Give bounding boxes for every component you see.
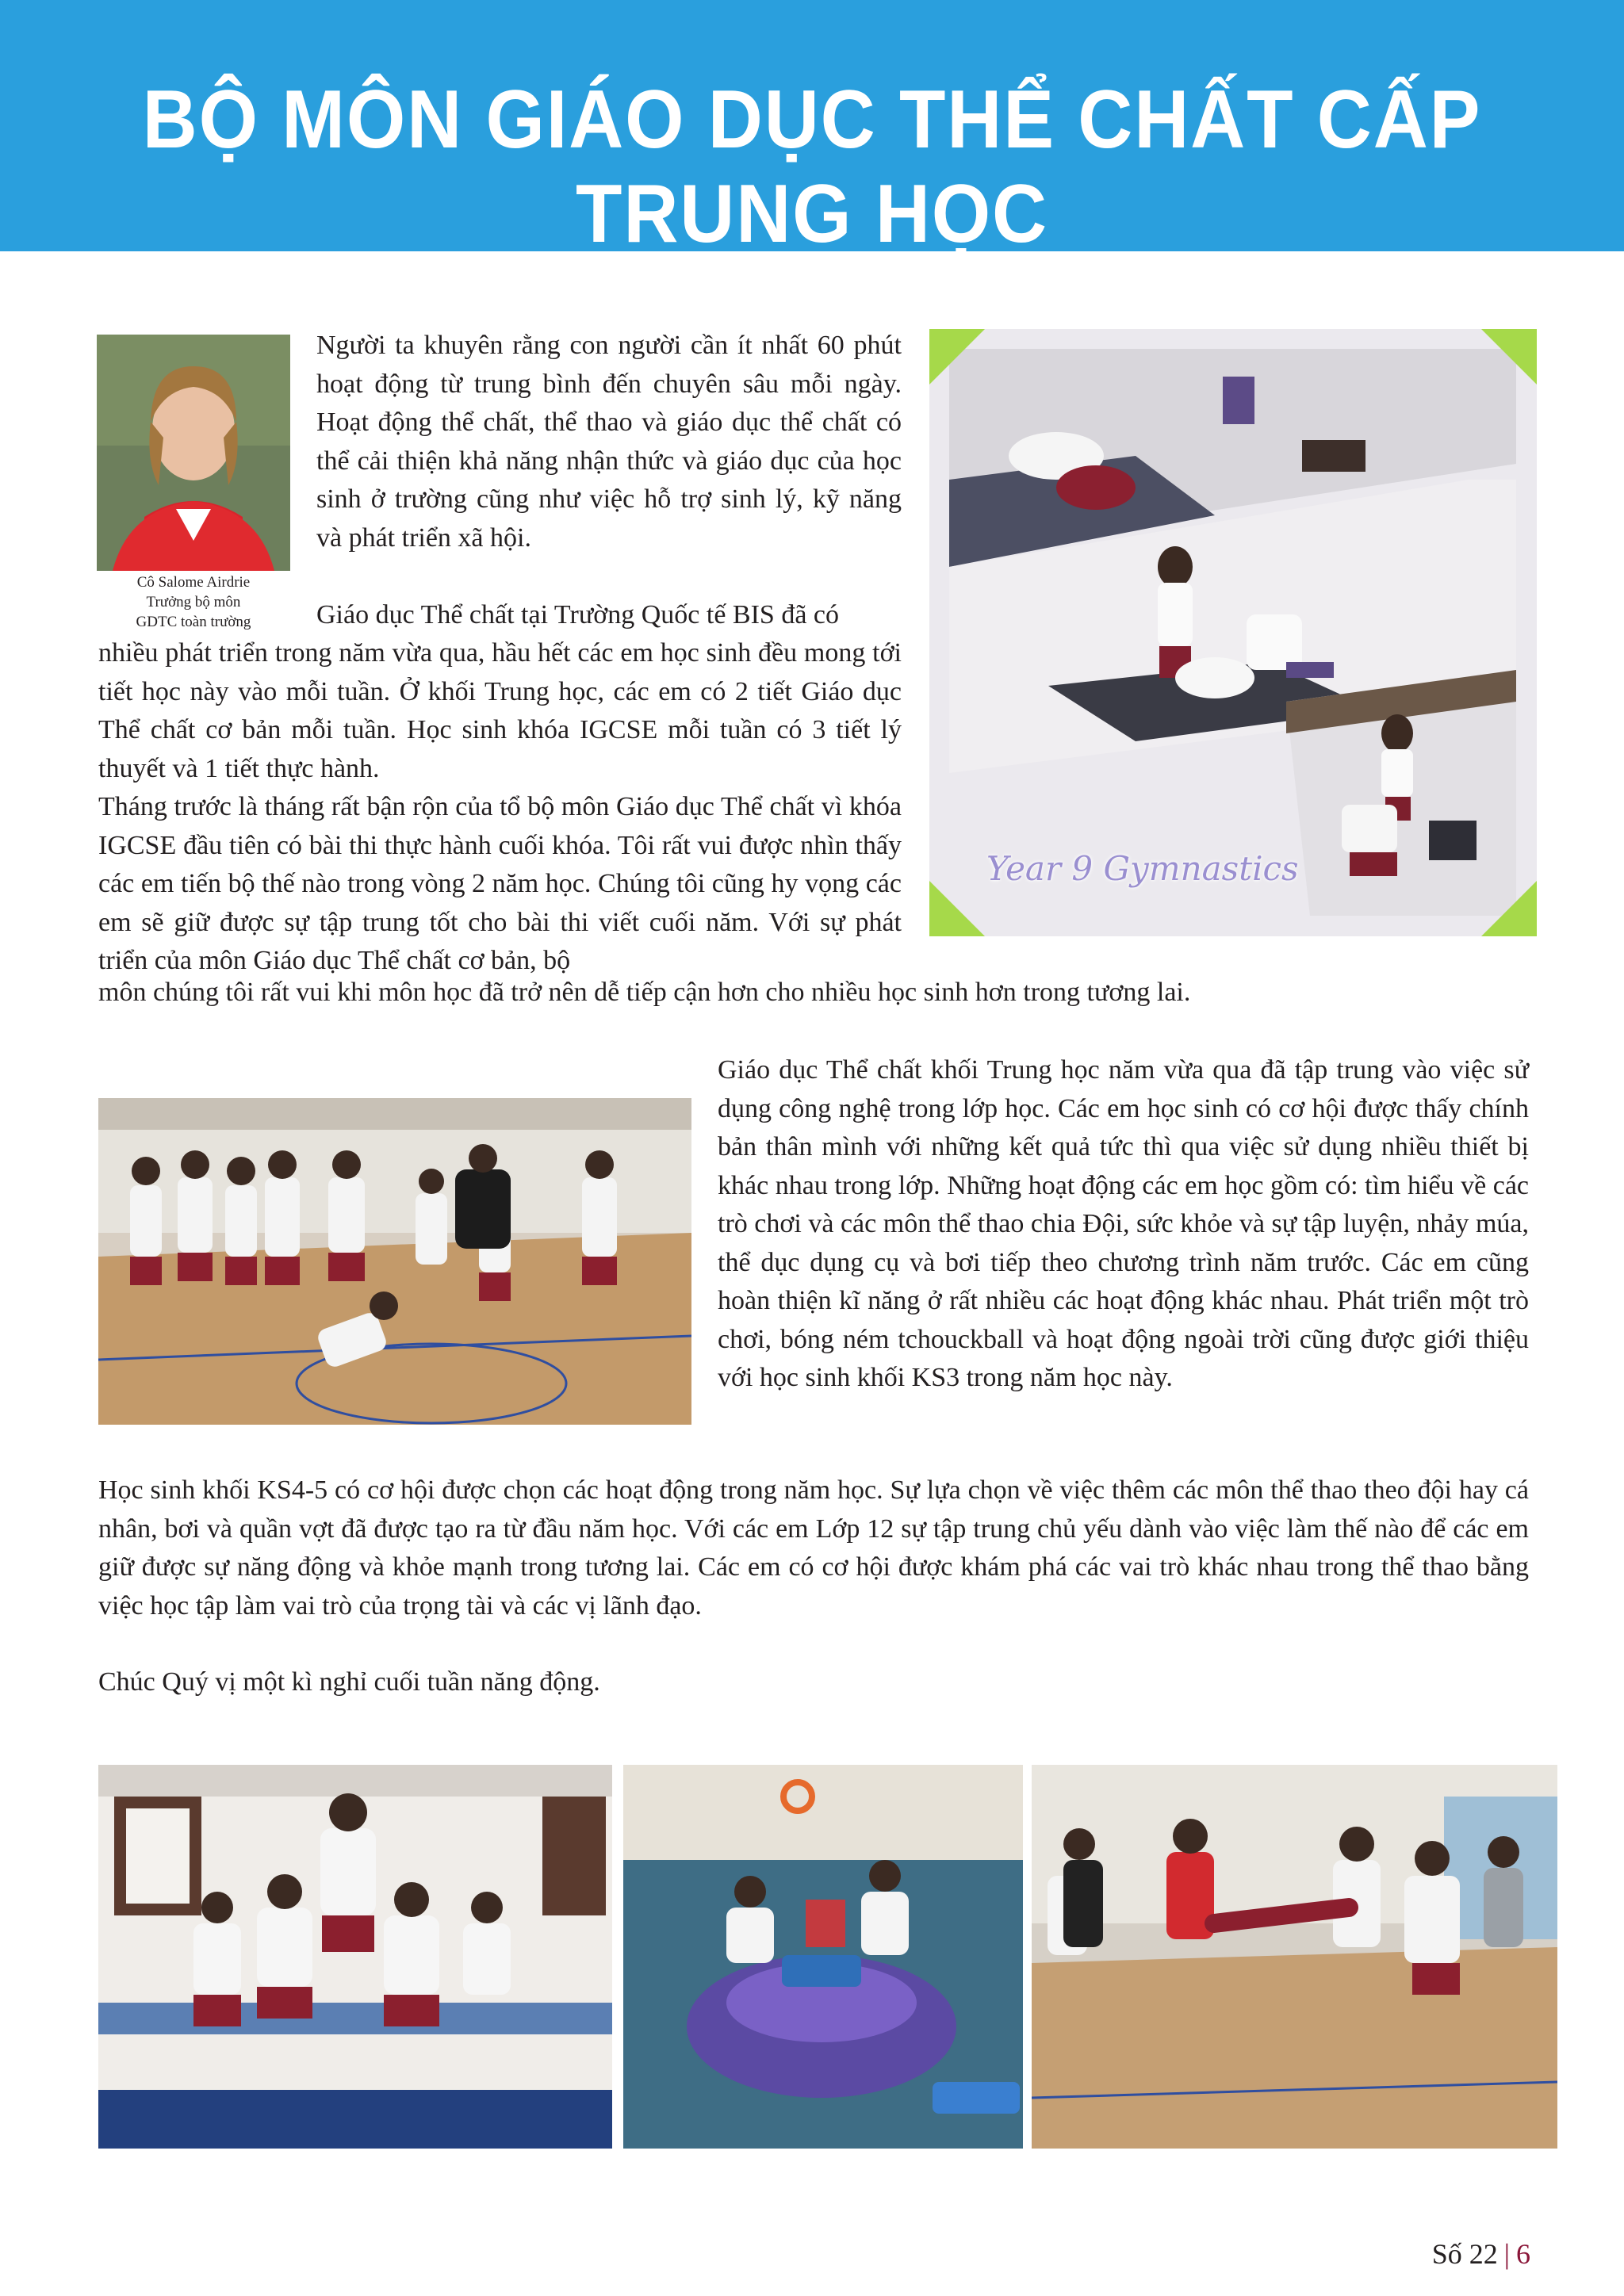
- gymnastics-collage: [929, 329, 1537, 936]
- caption-scope: GDTC toàn trường: [136, 614, 251, 630]
- page-title: BỘ MÔN GIÁO DỤC THỂ CHẤT CẤP TRUNG HỌC: [142, 74, 1482, 260]
- paragraph-2-first-line: Giáo dục Thể chất tại Trường Quốc tế BIS đã có: [316, 600, 839, 629]
- ks45-paragraph: [98, 1471, 1529, 1625]
- footer-separator: |: [1503, 2238, 1510, 2270]
- paragraph-2-start: [316, 596, 902, 635]
- caption-name: Cô Salome Airdrie: [136, 574, 251, 591]
- caption-role: Trưởng bộ môn: [146, 594, 241, 610]
- issue-number: Số 22: [1431, 2238, 1498, 2270]
- paragraph-3: Tháng trước là tháng rất bận rộn của tổ bộ môn Giáo dục Thể chất vì khóa IGCSE đầu tiên có bài thi thực hành cuối khóa. Tôi rất vui được nhìn thấy các em tiến bộ thế nào trong vòng 2 năm học. Chúng tôi cũng hy vọng các em sẽ giữ được sự tập trung tốt cho bài thi viết cuối năm. Với sự phát triển của môn Giáo dục Thể chất cơ bản, bộ: [98, 792, 902, 975]
- page-number: 6: [1516, 2238, 1530, 2270]
- portrait-caption: [97, 572, 290, 632]
- technology-paragraph: [718, 1051, 1529, 1398]
- paragraph-5: Học sinh khối KS4-5 có cơ hội được chọn các hoạt động trong năm học. Sự lựa chọn về việc thêm các môn thể thao theo đội hay cá nhân, bơi và quần vợt đã được tạo ra từ đầu năm học. Với các em Lớp 12 sự tập trung chủ yếu dành vào việc làm thế nào để các em giữ được sự năng động và khỏe mạnh trong tương lai. Các em có cơ hội được khám phá các vai trò khác nhau trong thể thao bằng việc học tập làm vai trò của trọng tài và các vị lãnh đạo.: [98, 1475, 1529, 1621]
- paragraph-6: Chúc Quý vị một kì nghỉ cuối tuần năng động.: [98, 1667, 600, 1697]
- pyramid-photo: [98, 1765, 612, 2149]
- portrait-photo: [97, 335, 290, 571]
- page-footer: [1432, 2237, 1530, 2271]
- paragraph-3-last-line: môn chúng tôi rất vui khi môn học đã trở nên dễ tiếp cận hơn cho nhiều học sinh hơn trong tương lai.: [98, 978, 1191, 1007]
- paragraph-3-end: [98, 974, 1446, 1012]
- paragraph-4: Giáo dục Thể chất khối Trung học năm vừa qua đã tập trung vào việc sử dụng công nghệ trong lớp học. Các em học sinh có cơ hội được thấy chính bản thân mình với những kết quả tức thì qua việc sử dụng nhiều thiết bị khác nhau trong lớp. Những hoạt động các em học gồm có: tìm hiểu về các trò chơi và các môn thể thao chia Đội, sức khỏe và sự tập luyện, nhảy múa, thể dục dụng cụ và bơi tiếp theo chương trình năm trước. Các em cũng hoàn thiện kĩ năng ở rất nhiều các hoạt động khác nhau. Phát triển một trò chơi, bóng ném tchouckball và hoạt động ngoài trời cũng được giới thiệu với học sinh khối KS3 trong năm học này.: [718, 1055, 1529, 1392]
- martial-arts-photo: [1032, 1765, 1557, 2149]
- sports-hall-photo: [98, 1098, 691, 1425]
- title-banner: [0, 0, 1624, 260]
- intro-paragraph: [316, 327, 902, 557]
- paragraph-2-rest: nhiều phát triển trong năm vừa qua, hầu hết các em học sinh đều mong tới tiết học này vào mỗi tuần. Ở khối Trung học, các em có 2 tiết Giáo dục Thể chất cơ bản mỗi tuần. Học sinh khóa IGCSE mỗi tuần có 3 tiết lý thuyết và 1 tiết thực hành.: [98, 638, 902, 783]
- swimming-pool-photo: [623, 1765, 1023, 2149]
- closing-paragraph: [98, 1663, 1529, 1702]
- gymnastics-overlay-text: Year 9 Gymnastics: [986, 849, 1299, 888]
- paragraph-2-body: [98, 634, 902, 981]
- paragraph-1: Người ta khuyên rằng con người cần ít nhất 60 phút hoạt động từ trung bình đến chuyên sâu mỗi ngày. Hoạt động thể chất, thể thao và giáo dục thể chất có thể cải thiện khả năng nhận thức và giáo dục của học sinh ở trường cũng như việc hỗ trợ sinh lý, kỹ năng và phát triển xã hội.: [316, 331, 902, 553]
